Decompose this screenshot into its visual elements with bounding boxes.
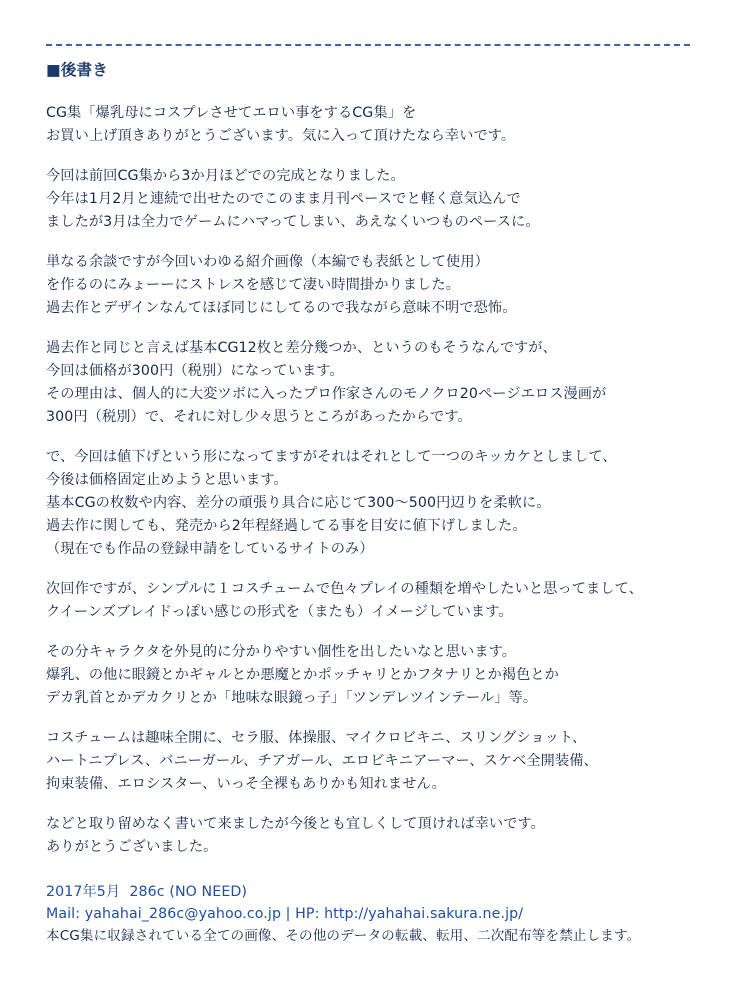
footer-date: 2017年5月 286c (NO NEED) [46, 883, 248, 900]
paragraph-closing [46, 813, 690, 859]
paragraph-line: 過去作と同じと言えば基本CG12枚と差分幾つか、というのもそうなんですが、 [46, 339, 557, 356]
paragraph-schedule [46, 165, 690, 234]
paragraph-intro [46, 102, 690, 148]
paragraph-line: 基本CGの枚数や内容、差分の頑張り具合に応じて300〜500円辺りを柔軟に。 [46, 494, 551, 511]
paragraph-price [46, 337, 690, 429]
footer-contact[interactable]: Mail: yahahai_286c@yahoo.co.jp | HP: http://yahahai.sakura.ne.jp/ [46, 906, 524, 923]
paragraph-line: クイーンズブレイドっぽい感じの形式を（またも）イメージしています。 [46, 603, 513, 620]
paragraph-line: ありがとうございました。 [46, 838, 218, 855]
paragraph-line: CG集「爆乳母にコスプレさせてエロい事をするCG集」を [46, 104, 417, 121]
paragraph-line: などと取り留めなく書いて来ましたが今後とも宜しくして頂ければ幸いです。 [46, 815, 545, 832]
footer-copyright-notice: 本CG集に収録されている全ての画像、その他のデータの転載、転用、二次配布等を禁止します。 [46, 928, 641, 945]
paragraph-line: 今年は1月2月と連続で出せたのでこのまま月刊ペースでと軽く意気込んで [46, 190, 521, 207]
section-divider [46, 44, 690, 46]
paragraph-line: 拘束装備、エロシスター、いっそ全裸もありかも知れません。 [46, 775, 446, 792]
paragraph-pricing-policy [46, 446, 690, 561]
page-title: ■後書き [46, 61, 108, 79]
paragraph-line: コスチュームは趣味全開に、セラ服、体操服、マイクロビキニ、スリングショット、 [46, 729, 587, 746]
paragraph-line: （現在でも作品の登録申請をしているサイトのみ） [46, 540, 374, 557]
paragraph-next-work [46, 578, 690, 624]
paragraph-characters [46, 641, 690, 710]
document-footer [46, 881, 690, 948]
paragraph-line: で、今回は値下げという形になってますがそれはそれとして一つのキッカケとしまして、 [46, 448, 617, 465]
paragraph-line: 今回は価格が300円（税別）になっています。 [46, 362, 344, 379]
paragraph-line: ハートニプレス、バニーガール、チアガール、エロビキニアーマー、スケベ全開装備、 [46, 752, 598, 769]
paragraph-line: 次回作ですが、シンプルに１コスチュームで色々プレイの種類を増やしたいと思ってまして、 [46, 580, 643, 597]
paragraph-line: ましたが3月は全力でゲームにハマってしまい、あえなくいつものペースに。 [46, 213, 540, 230]
paragraph-line: デカ乳首とかデカクリとか「地味な眼鏡っ子」「ツンデレツインテール」等。 [46, 689, 538, 706]
paragraph-line: その理由は、個人的に大変ツボに入ったプロ作家さんのモノクロ20ページエロス漫画が [46, 385, 607, 402]
paragraph-line: 今回は前回CG集から3か月ほどでの完成となりました。 [46, 167, 405, 184]
paragraph-line: お買い上げ頂きありがとうございます。気に入って頂けたなら幸いです。 [46, 127, 516, 144]
paragraph-line: 今後は価格固定止めようと思います。 [46, 471, 288, 488]
paragraph-costumes [46, 727, 690, 796]
paragraph-line: 300円（税別）で、それに対し少々思うところがあったからです。 [46, 408, 472, 425]
paragraph-line: 過去作に関しても、発売から2年程経過してる事を目安に値下げしました。 [46, 517, 527, 534]
paragraph-line: 過去作とデザインなんてほぼ同じにしてるので我ながら意味不明で恐怖。 [46, 299, 517, 316]
paragraph-aside [46, 251, 690, 320]
paragraph-line: 単なる余談ですが今回いわゆる紹介画像（本編でも表紙として使用） [46, 253, 489, 270]
paragraph-line: を作るのにみょーーにストレスを感じて凄い時間掛かりました。 [46, 276, 460, 293]
paragraph-line: その分キャラクタを外見的に分かりやすい個性を出したいなと思います。 [46, 643, 517, 660]
paragraph-line: 爆乳、の他に眼鏡とかギャルとか悪魔とかポッチャリとかフタナリとか褐色とか [46, 666, 559, 683]
